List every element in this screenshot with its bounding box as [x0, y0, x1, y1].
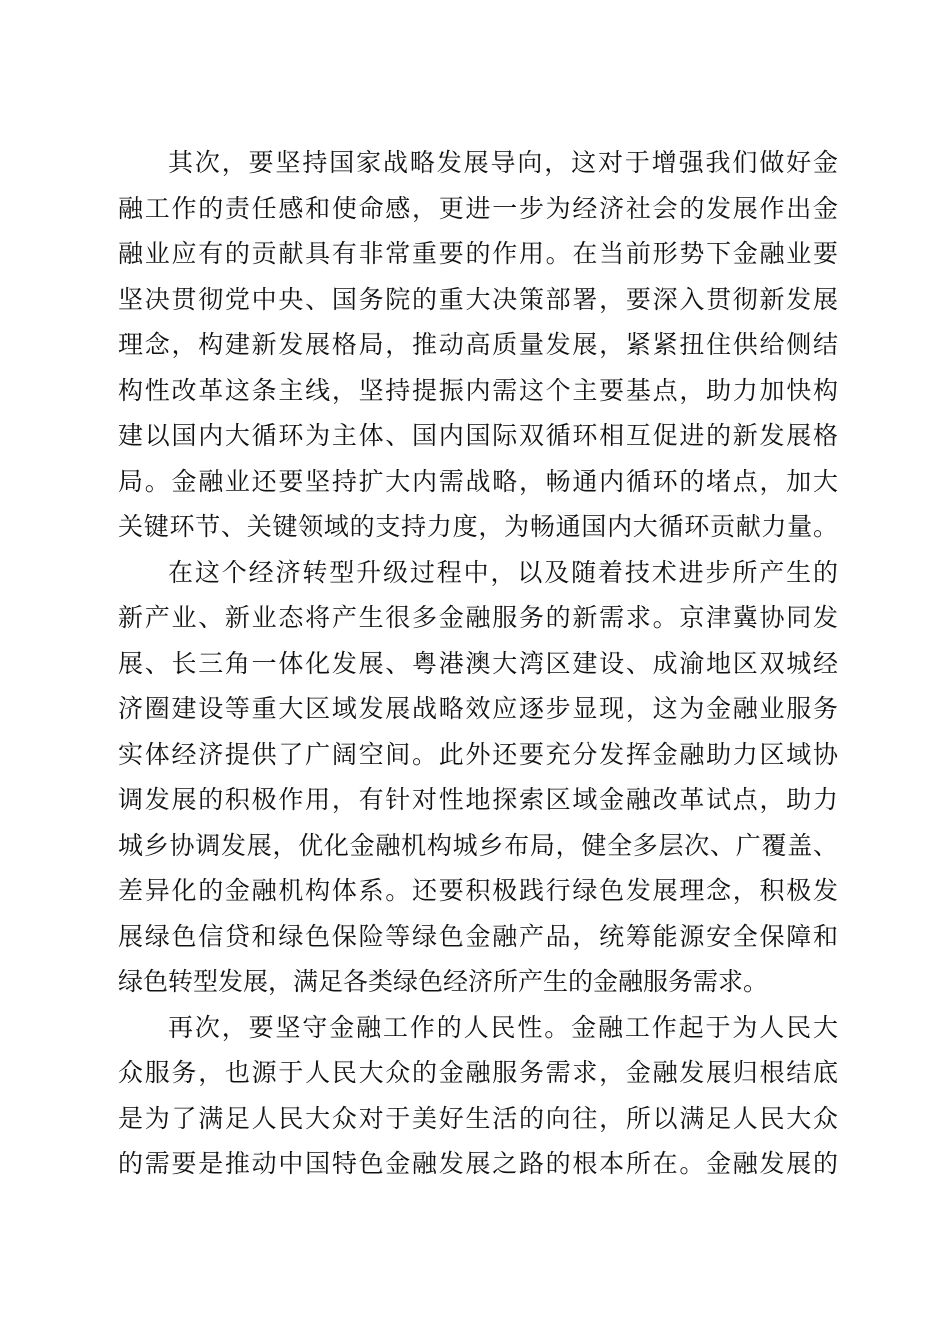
text-line: 融业应有的贡献具有非常重要的作用。在当前形势下金融业要: [118, 239, 838, 268]
text-line: 展、长三角一体化发展、粤港澳大湾区建设、成渝地区双城经: [118, 648, 838, 678]
text-line: 融工作的责任感和使命感，更进一步为经济社会的发展作出金: [118, 193, 838, 223]
text-line: 绿色转型发展，满足各类绿色经济所产生的金融服务需求。: [118, 967, 769, 996]
text-line: 济圈建设等重大区域发展战略效应逐步显现，这为金融业服务: [118, 694, 838, 723]
text-line: 坚决贯彻党中央、国务院的重大决策部署，要深入贯彻新发展: [118, 284, 838, 314]
text-line: 新产业、新业态将产生很多金融服务的新需求。京津冀协同发: [118, 603, 838, 632]
text-line: 理念，构建新发展格局，推动高质量发展，紧紧扭住供给侧结: [118, 330, 838, 359]
text-line: 在这个经济转型升级过程中，以及随着技术进步所产生的: [168, 557, 838, 587]
text-line: 再次，要坚守金融工作的人民性。金融工作起于为人民大: [168, 1012, 838, 1042]
text-line: 构性改革这条主线，坚持提振内需这个主要基点，助力加快构: [118, 375, 838, 405]
text-line: 城乡协调发展，优化金融机构城乡布局，健全多层次、广覆盖、: [118, 830, 838, 860]
document-body: [118, 140, 838, 1187]
text-line: 建以国内大循环为主体、国内国际双循环相互促进的新发展格: [118, 421, 838, 450]
text-line: 的需要是推动中国特色金融发展之路的根本所在。金融发展的: [118, 1149, 838, 1178]
text-line: 是为了满足人民大众对于美好生活的向往，所以满足人民大众: [118, 1103, 838, 1133]
text-line: 关键环节、关键领域的支持力度，为畅通国内大循环贡献力量。: [118, 512, 838, 541]
text-line: 展绿色信贷和绿色保险等绿色金融产品，统筹能源安全保障和: [118, 921, 838, 951]
text-line: 实体经济提供了广阔空间。此外还要充分发挥金融助力区域协: [118, 739, 838, 769]
text-line: 调发展的积极作用，有针对性地探索区域金融改革试点，助力: [118, 785, 838, 814]
text-line: 众服务，也源于人民大众的金融服务需求，金融发展归根结底: [118, 1058, 838, 1087]
text-line: 差异化的金融机构体系。还要积极践行绿色发展理念，积极发: [118, 876, 838, 905]
text-line: 局。金融业还要坚持扩大内需战略，畅通内循环的堵点，加大: [118, 466, 838, 496]
text-line: 其次，要坚持国家战略发展导向，这对于增强我们做好金: [168, 148, 838, 177]
